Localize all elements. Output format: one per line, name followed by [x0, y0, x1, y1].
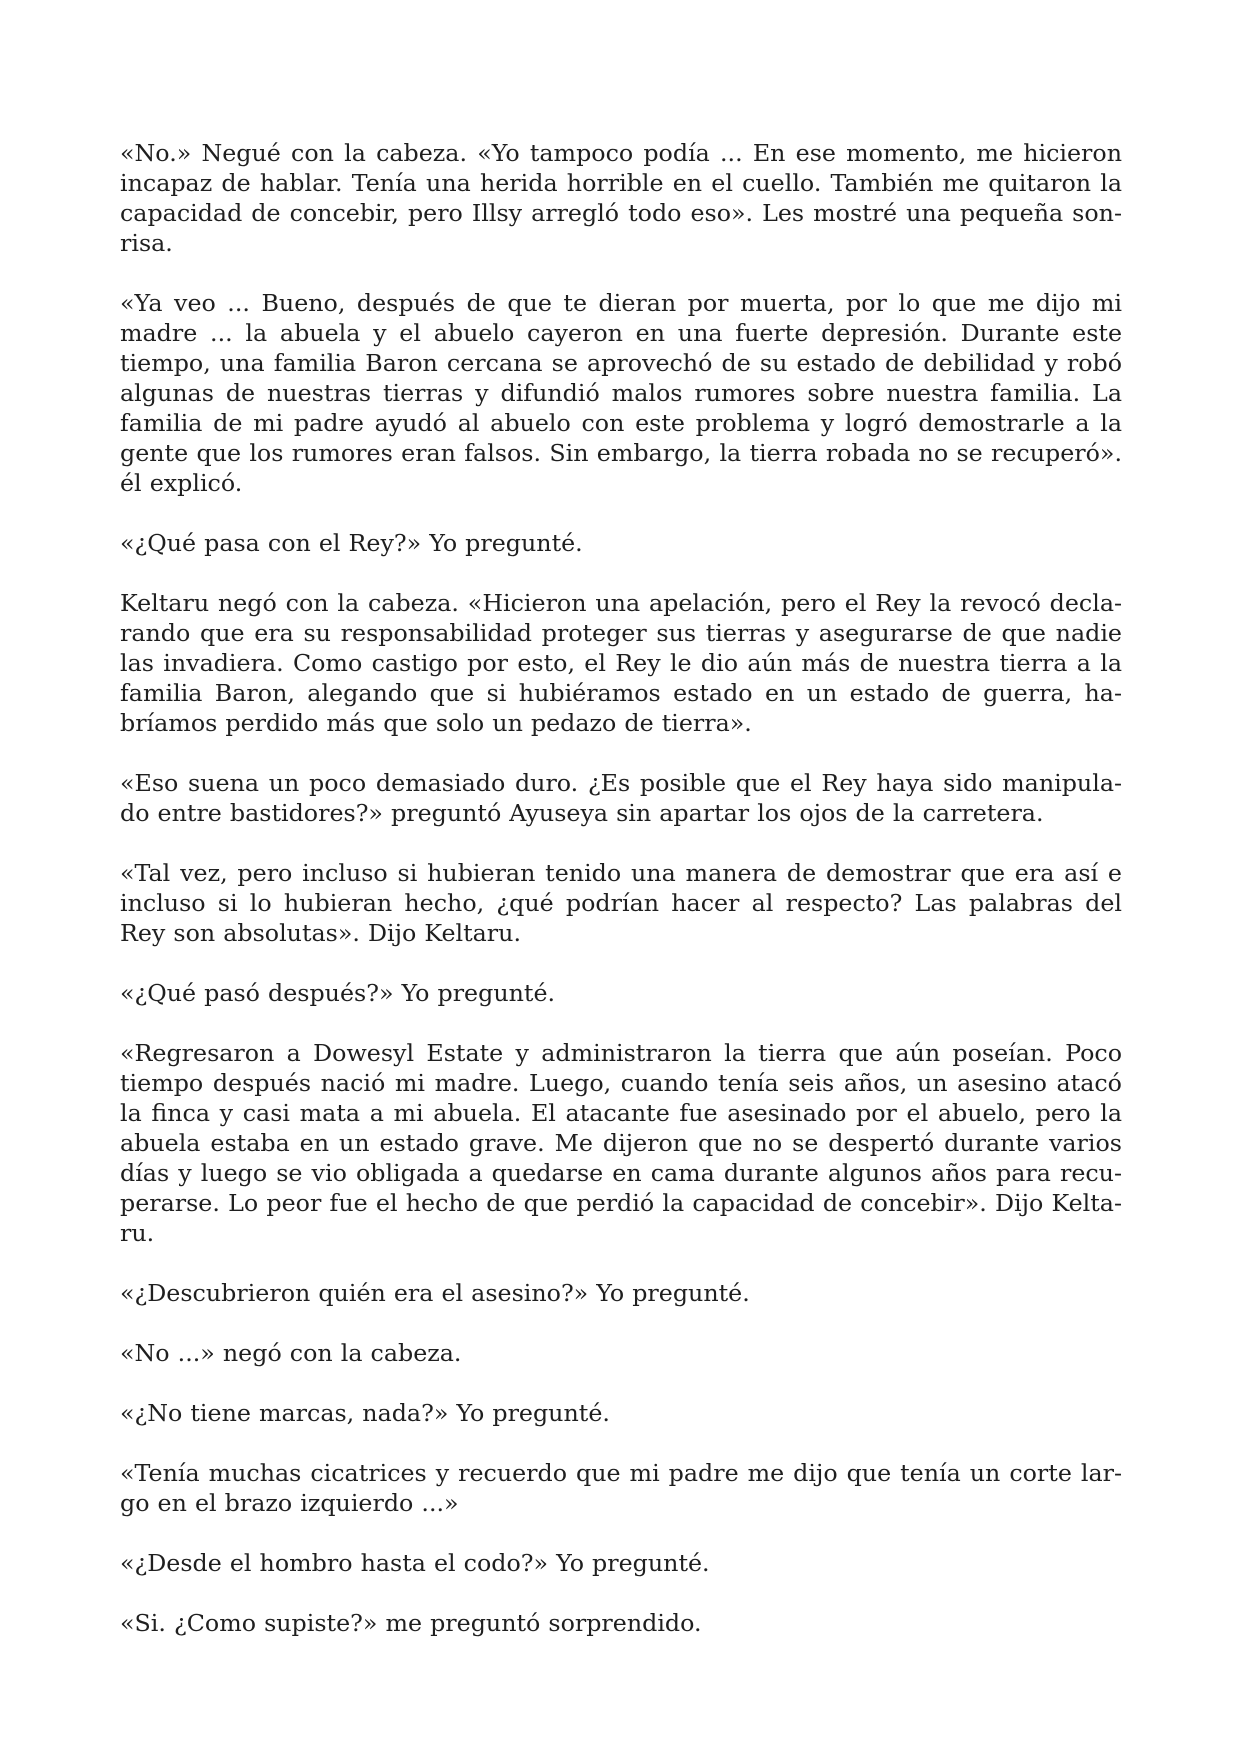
text-line: «Tal vez, pero incluso si hubieran tenido una manera de demostrar que era así e	[120, 859, 1122, 887]
paragraph-12	[120, 1458, 1122, 1518]
text-line: risa.	[120, 229, 173, 257]
text-line: «Eso suena un poco demasiado duro. ¿Es posible que el Rey haya sido manipula-	[120, 769, 1122, 797]
text-line: gente que los rumores eran falsos. Sin embargo, la tierra robada no se recuperó».	[120, 439, 1122, 467]
paragraph-10	[120, 1338, 1122, 1368]
text-line: tiempo después nació mi madre. Luego, cuando tenía seis años, un asesino atacó	[120, 1069, 1122, 1097]
text-line: incapaz de hablar. Tenía una herida horrible en el cuello. También me quitaron la	[120, 169, 1122, 197]
text-line: «¿Desde el hombro hasta el codo?» Yo pregunté.	[120, 1549, 710, 1577]
paragraph-14	[120, 1608, 1122, 1638]
text-line: «Si. ¿Como supiste?» me preguntó sorprendido.	[120, 1609, 702, 1637]
paragraph-6	[120, 858, 1122, 948]
text-line: do entre bastidores?» preguntó Ayuseya sin apartar los ojos de la carretera.	[120, 799, 1044, 827]
text-line: las invadiera. Como castigo por esto, el Rey le dio aún más de nuestra tierra a la	[120, 649, 1122, 677]
text-line: bríamos perdido más que solo un pedazo de tierra».	[120, 709, 752, 737]
text-line: él explicó.	[120, 469, 243, 497]
paragraph-8	[120, 1038, 1122, 1248]
paragraph-13	[120, 1548, 1122, 1578]
paragraph-11	[120, 1398, 1122, 1428]
text-line: «No ...» negó con la cabeza.	[120, 1339, 462, 1367]
text-line: go en el brazo izquierdo ...»	[120, 1489, 459, 1517]
text-line: capacidad de concebir, pero Illsy arregló todo eso». Les mostré una pequeña son-	[120, 199, 1122, 227]
text-line: «Regresaron a Dowesyl Estate y administraron la tierra que aún poseían. Poco	[120, 1039, 1122, 1067]
text-line: «Tenía muchas cicatrices y recuerdo que mi padre me dijo que tenía un corte lar-	[120, 1459, 1122, 1487]
text-line: tiempo, una familia Baron cercana se aprovechó de su estado de debilidad y robó	[120, 349, 1122, 377]
text-line: algunas de nuestras tierras y difundió malos rumores sobre nuestra familia. La	[120, 379, 1122, 407]
text-line: «¿Descubrieron quién era el asesino?» Yo pregunté.	[120, 1279, 750, 1307]
paragraph-9	[120, 1278, 1122, 1308]
text-line: incluso si lo hubieran hecho, ¿qué podrían hacer al respecto? Las palabras del	[120, 889, 1122, 917]
text-line: días y luego se vio obligada a quedarse en cama durante algunos años para recu-	[120, 1159, 1122, 1187]
paragraph-1	[120, 138, 1122, 258]
paragraph-5	[120, 768, 1122, 828]
paragraph-2	[120, 288, 1122, 498]
text-line: «¿Qué pasó después?» Yo pregunté.	[120, 979, 556, 1007]
text-line: familia de mi padre ayudó al abuelo con este problema y logró demostrarle a la	[120, 409, 1122, 437]
text-line: ru.	[120, 1219, 155, 1247]
text-line: «¿Qué pasa con el Rey?» Yo pregunté.	[120, 529, 583, 557]
paragraph-4	[120, 588, 1122, 738]
text-line: perarse. Lo peor fue el hecho de que perdió la capacidad de concebir». Dijo Kelta-	[120, 1189, 1122, 1217]
text-line: Keltaru negó con la cabeza. «Hicieron una apelación, pero el Rey la revocó decla-	[120, 589, 1122, 617]
document-page	[120, 138, 1122, 1668]
text-line: la finca y casi mata a mi abuela. El atacante fue asesinado por el abuelo, pero la	[120, 1099, 1122, 1127]
text-line: abuela estaba en un estado grave. Me dijeron que no se despertó durante varios	[120, 1129, 1122, 1157]
text-line: madre ... la abuela y el abuelo cayeron en una fuerte depresión. Durante este	[120, 319, 1122, 347]
text-line: rando que era su responsabilidad proteger sus tierras y asegurarse de que nadie	[120, 619, 1122, 647]
text-line: familia Baron, alegando que si hubiéramos estado en un estado de guerra, ha-	[120, 679, 1122, 707]
text-line: Rey son absolutas». Dijo Keltaru.	[120, 919, 522, 947]
text-line: «Ya veo ... Bueno, después de que te dieran por muerta, por lo que me dijo mi	[120, 289, 1122, 317]
paragraph-7	[120, 978, 1122, 1008]
text-line: «¿No tiene marcas, nada?» Yo pregunté.	[120, 1399, 610, 1427]
text-line: «No.» Negué con la cabeza. «Yo tampoco podía ... En ese momento, me hicieron	[120, 139, 1122, 167]
paragraph-3	[120, 528, 1122, 558]
